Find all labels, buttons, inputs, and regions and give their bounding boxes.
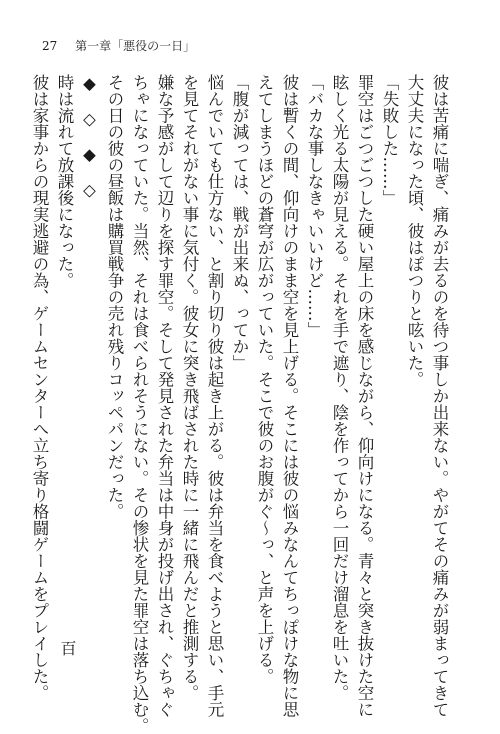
scene-break: ◆ ◇ ◆ ◇	[80, 74, 99, 200]
chapter-title: 第一章「悪役の一日」	[75, 39, 196, 53]
page-header	[42, 37, 195, 54]
text-line: 彼は苦痛に喘ぎ、痛みが去るのを待つ事しか出来ない。やがてその痛みが弱まってきて	[430, 74, 449, 718]
text-line: 眩しく光る太陽が見える。それを手で遮り、陰を作ってから一回だけ溜息を吐いた。	[330, 74, 349, 701]
text-line: その日の彼の昼飯は購買戦争の売れ残りコッペパンだった。	[105, 74, 124, 520]
text-line: えてしまうほどの蒼穹が広がっていた。そこで彼のお腹がぐ～っ、と声を上げる。	[255, 74, 274, 685]
text-line: 悩んでいても仕方ない、と割り切り彼は起き上がる。彼は弁当を食べようと思い、手元	[205, 74, 224, 718]
text-line: 彼は家事からの現実逃避の為、ゲームセンターへ立ち寄り格闘ゲームをプレイした。	[30, 74, 49, 701]
text-line: 時は流れて放課後になった。	[55, 74, 74, 289]
text-line: 嫌な予感がして辺りを探す罪空。そして発見された弁当は中身が投げ出され、ぐちゃぐ	[155, 74, 174, 718]
text-line: 「腹が減っては、戦が出来ぬ、ってか」	[230, 74, 249, 371]
text-line: 「失敗した……」	[380, 74, 399, 206]
text-line: 罪空はごつごつした硬い屋上の床を感じながら、仰向けになる。青々と突き抜けた空に	[355, 74, 374, 718]
page-footer-text: 百	[58, 640, 77, 656]
text-line: 大丈夫になった頃、彼はぽつりと呟いた。	[405, 74, 424, 388]
text-line: 「バカな事しなきゃいいけど……」	[305, 74, 324, 338]
text-line: 彼は暫くの間、仰向けのまま空を見上げる。そこには彼の悩みなんてちっぽけな物に思	[280, 74, 299, 718]
page-number: 27	[42, 39, 58, 53]
vertical-text-body	[30, 74, 452, 734]
text-line: ちゃになっていた。当然、それは食べられそうにない。その惨状を見た罪空は落ち込む。	[130, 74, 149, 734]
text-line: を見てそれがない事に気付く。彼女に突き飛ばされた時に一緒に飛んだと推測する。	[180, 74, 199, 701]
